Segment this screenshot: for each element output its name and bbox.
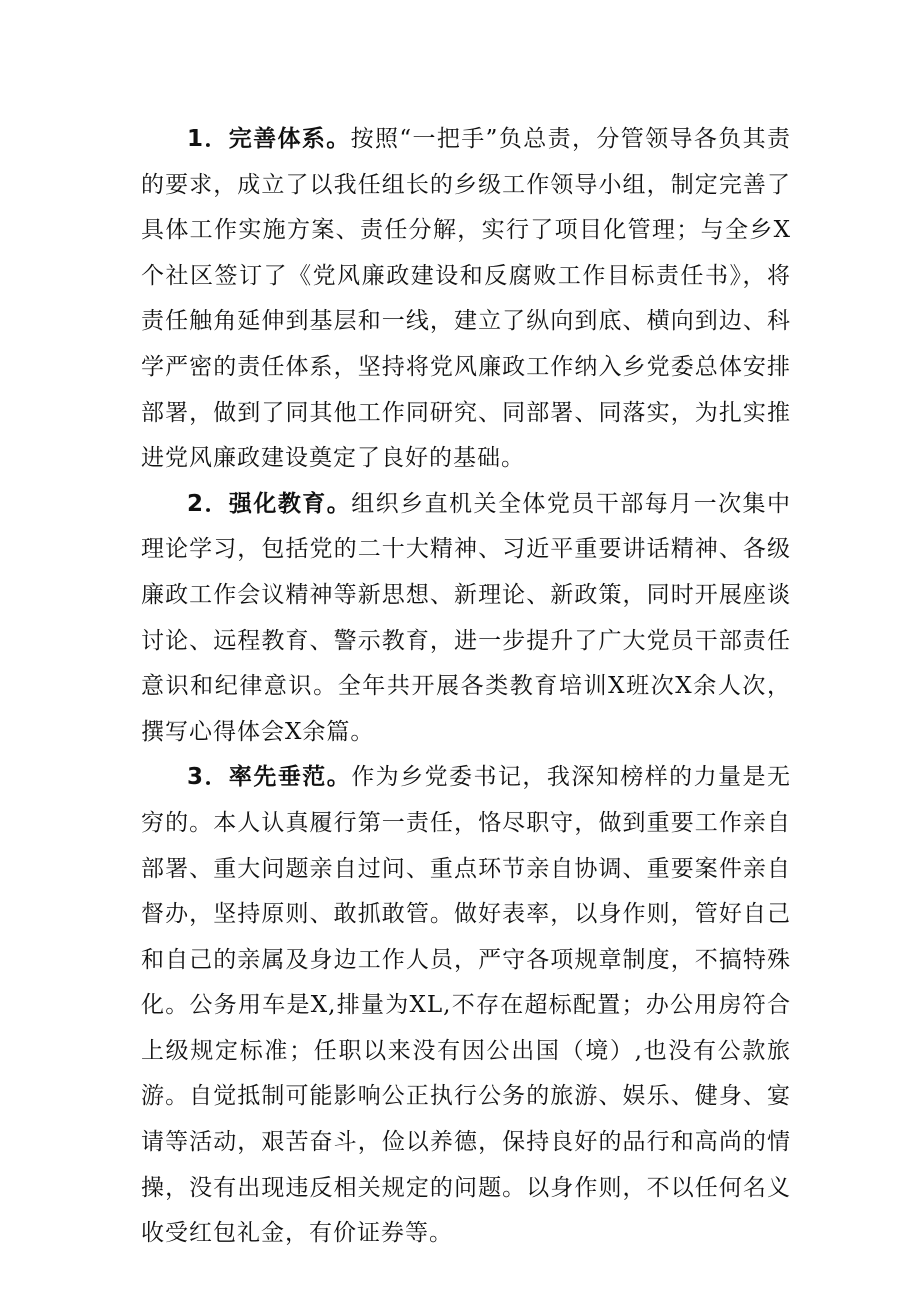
paragraph-heading: 2．强化教育。 (187, 490, 352, 517)
paragraph-lead-by-example (141, 755, 791, 1257)
paragraph-heading: 1．完善体系。 (187, 126, 351, 152)
paragraph-strengthen-education (141, 482, 791, 756)
paragraph-body: 按照“一把手”负总责，分管领导各负其责的要求，成立了以我任组长的乡级工作领导小组，制定完善了具体工作实施方案、责任分解，实行了项目化管理；与全乡X个社区签订了《党风廉政建设和反腐败工作目标责任书》，将责任触角延伸到基层和一线，建立了纵向到底、横向到边、科学严密的责任体系，坚持将党风廉政工作纳入乡党委总体安排部署，做到了同其他工作同研究、同部署、同落实，为扎实推进党风廉政建设奠定了良好的基础。 (141, 126, 791, 472)
document-page (141, 117, 791, 1257)
paragraph-heading: 3．率先垂范。 (187, 764, 352, 791)
paragraph-improve-system (141, 117, 791, 482)
paragraph-body: 作为乡党委书记，我深知榜样的力量是无穷的。本人认真履行第一责任，恪尽职守，做到重要工作亲自部署、重大问题亲自过问、重点环节亲自协调、重要案件亲自督办，坚持原则、敢抓敢管。做好表率，以身作则，管好自己和自己的亲属及身边工作人员，严守各项规章制度，不搞特殊化。公务用车是X,排量为XL,不存在超标配置；办公用房符合上级规定标准；任职以来没有因公出国（境）,也没有公款旅游。自觉抵制可能影响公正执行公务的旅游、娱乐、健身、宴请等活动，艰苦奋斗，俭以养德，保持良好的品行和高尚的情操，没有出现违反相关规定的问题。以身作则，不以任何名义收受红包礼金，有价证券等。 (141, 764, 791, 1247)
paragraph-body: 组织乡直机关全体党员干部每月一次集中理论学习，包括党的二十大精神、习近平重要讲话精神、各级廉政工作会议精神等新思想、新理论、新政策，同时开展座谈讨论、远程教育、警示教育，进一步提升了广大党员干部责任意识和纪律意识。全年共开展各类教育培训X班次X余人次，撰写心得体会X余篇。 (141, 490, 791, 745)
